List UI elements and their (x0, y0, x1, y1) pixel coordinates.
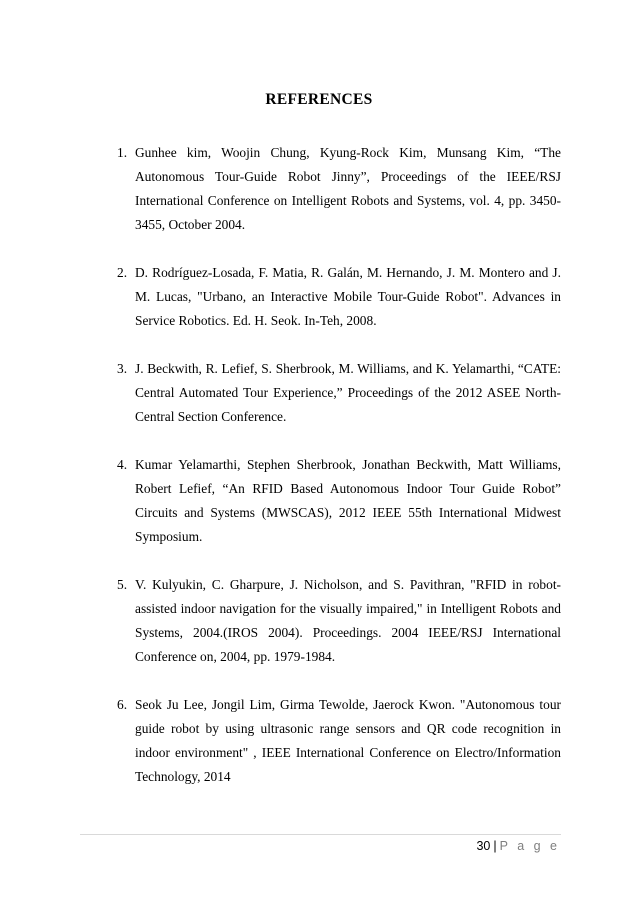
footer-separator: | (493, 839, 497, 853)
reference-item (117, 357, 561, 429)
reference-number: 1. (117, 145, 128, 160)
reference-item (117, 141, 561, 237)
page-number: 30 (476, 839, 491, 853)
reference-item (117, 261, 561, 333)
reference-number: 2. (117, 265, 128, 280)
reference-text: Kumar Yelamarthi, Stephen Sherbrook, Jonathan Beckwith, Matt Williams, Robert Lefief, “An RFID Based Autonomous Indoor Tour Guide Robot” Circuits and Systems (MWSCAS), 2012 IEEE 55th International Midwest Symposium. (135, 457, 561, 544)
reference-text: Seok Ju Lee, Jongil Lim, Girma Tewolde, Jaerock Kwon. "Autonomous tour guide robot by using ultrasonic range sensors and QR code recognition in indoor environment" , IEEE International Conference on Electro/Information Technology, 2014 (135, 697, 561, 784)
references-list (117, 141, 561, 813)
reference-text: V. Kulyukin, C. Gharpure, J. Nicholson, and S. Pavithran, "RFID in robot-assisted indoor navigation for the visually impaired," in Intelligent Robots and Systems, 2004.(IROS 2004). Proceedings. 2004 IEEE/RSJ International Conference on, 2004, pp. 1979-1984. (135, 577, 561, 664)
page-label: P a g e (499, 839, 560, 853)
reference-text: Gunhee kim, Woojin Chung, Kyung-Rock Kim, Munsang Kim, “The Autonomous Tour-Guide Robot Jinny”, Proceedings of the IEEE/RSJ International Conference on Intelligent Robots and Systems, vol. 4, pp. 3450-3455, October 2004. (135, 145, 561, 232)
reference-item (117, 573, 561, 669)
reference-text: D. Rodríguez-Losada, F. Matia, R. Galán, M. Hernando, J. M. Montero and J. M. Lucas, "Urbano, an Interactive Mobile Tour-Guide Robot". Advances in Service Robotics. Ed. H. Seok. In-Teh, 2008. (135, 265, 561, 328)
reference-number: 6. (117, 697, 128, 712)
reference-text: J. Beckwith, R. Lefief, S. Sherbrook, M. Williams, and K. Yelamarthi, “CATE: Central Automated Tour Experience,” Proceedings of the 2012 ASEE North-Central Section Conference. (135, 361, 561, 424)
footer-divider (80, 834, 561, 835)
reference-item (117, 453, 561, 549)
page-footer (476, 839, 560, 853)
reference-number: 3. (117, 361, 128, 376)
references-heading: REFERENCES (265, 91, 373, 108)
reference-number: 5. (117, 577, 128, 592)
reference-item (117, 693, 561, 789)
reference-number: 4. (117, 457, 128, 472)
